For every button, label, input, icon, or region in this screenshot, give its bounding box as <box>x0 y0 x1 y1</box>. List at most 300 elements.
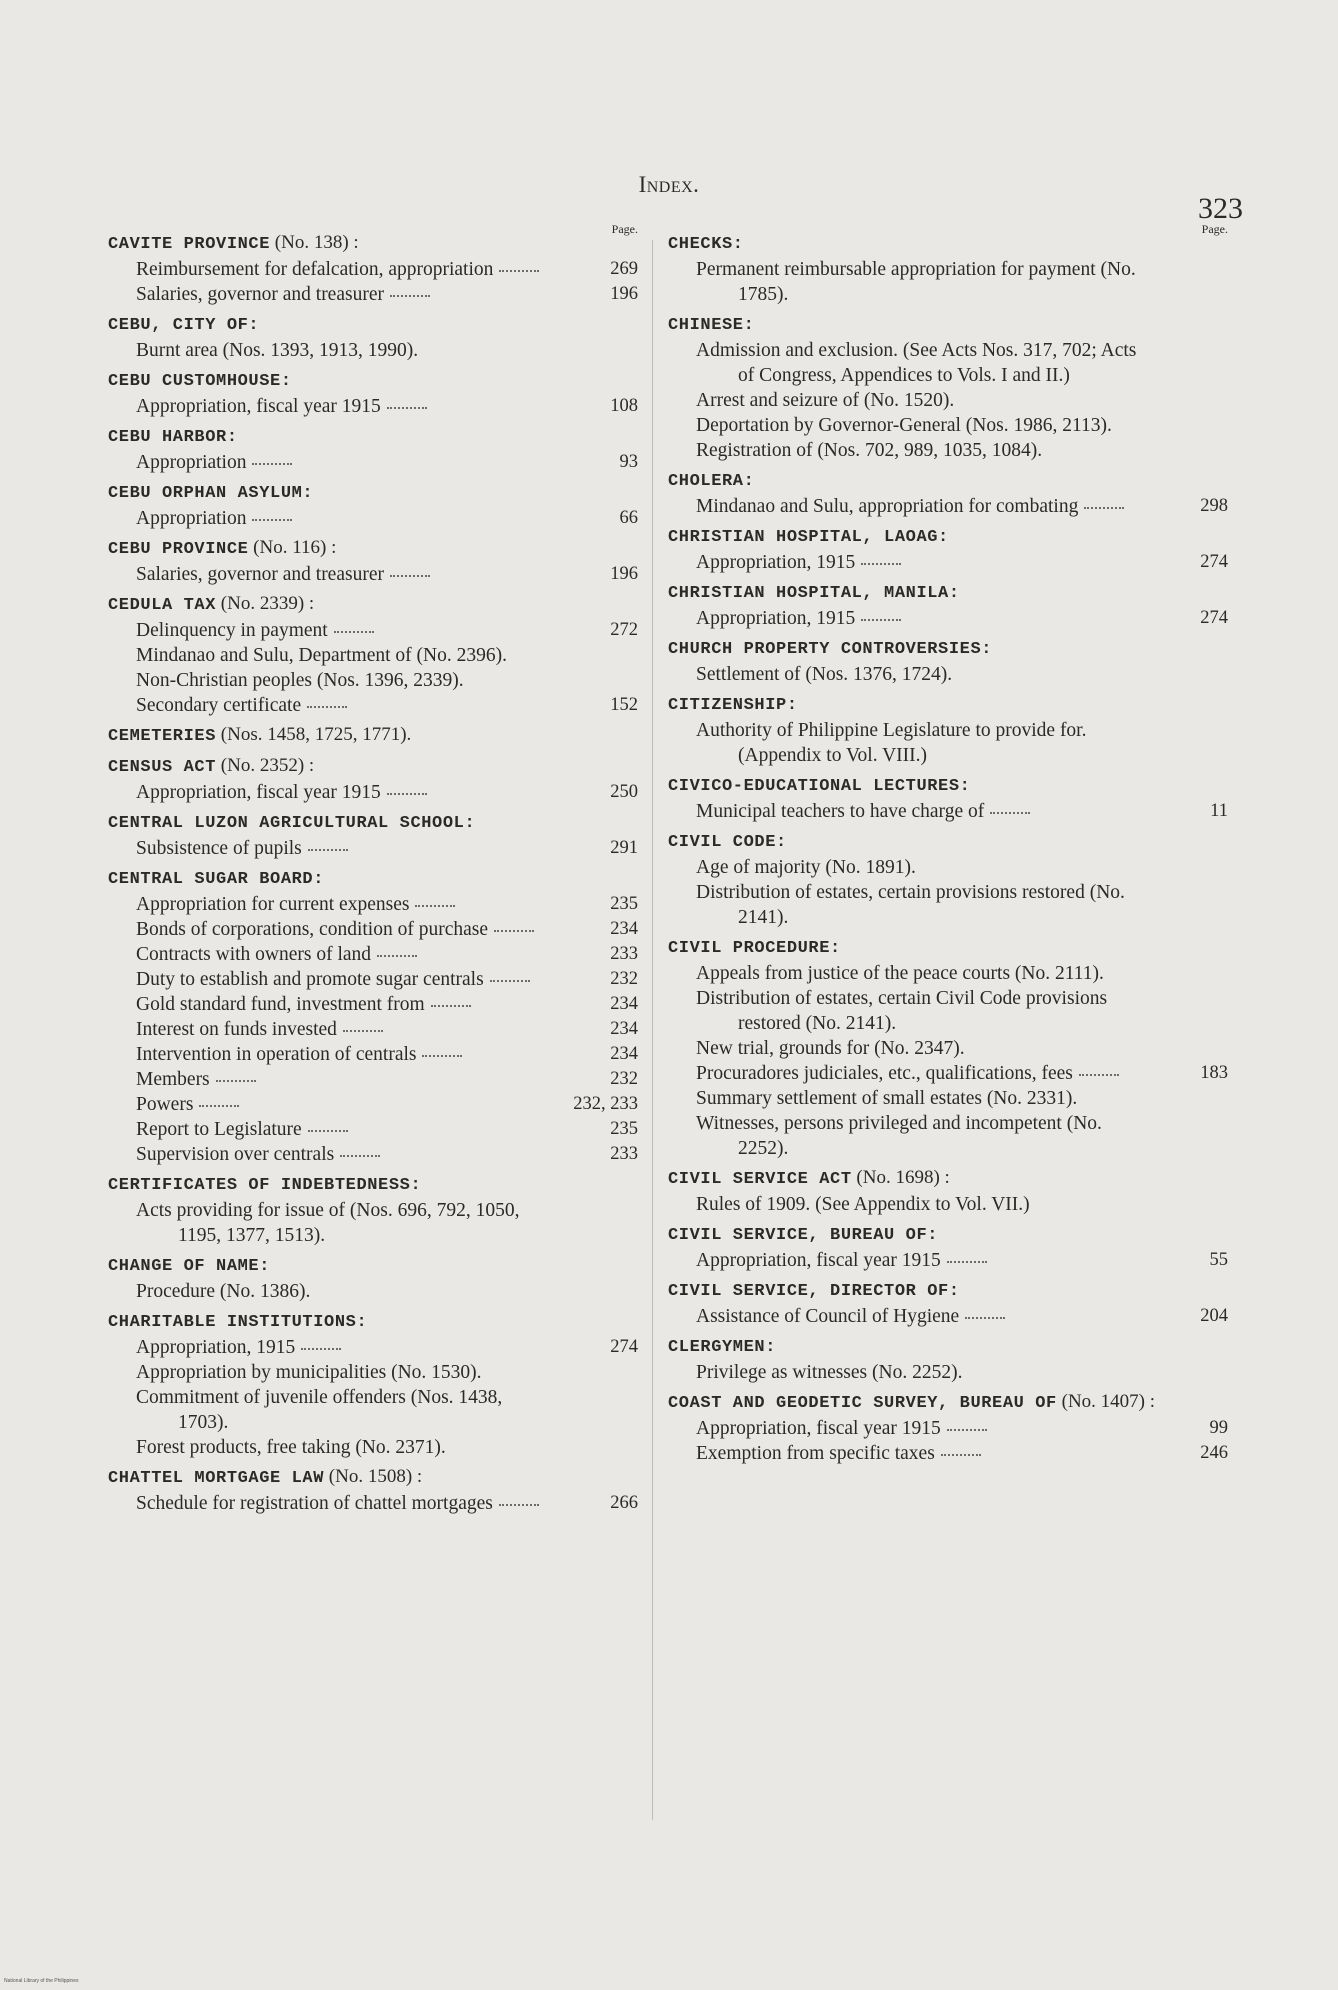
index-heading <box>668 311 1228 338</box>
entry-label: Non-Christian peoples (Nos. 1396, 2339). <box>136 670 464 691</box>
dot-leader <box>490 980 530 982</box>
entry-text <box>136 917 556 942</box>
index-heading <box>668 579 1228 606</box>
page-ref: 298 <box>1200 496 1228 516</box>
entry-text <box>696 413 1146 438</box>
index-entry <box>108 1017 638 1042</box>
entry-text <box>696 550 1146 575</box>
entry-label: Bonds of corporations, condition of purchase <box>136 919 489 940</box>
entry-label: Powers <box>136 1094 194 1115</box>
page-ref: 232 <box>610 969 638 989</box>
dot-leader <box>947 1429 987 1431</box>
index-heading <box>668 1165 1228 1192</box>
entry-text <box>696 1061 1146 1086</box>
entry-text <box>136 780 556 805</box>
entry-text <box>136 282 556 307</box>
index-entry <box>108 1491 638 1516</box>
entry-label: Appropriation, fiscal year 1915 <box>696 1250 941 1271</box>
dot-leader <box>252 463 292 465</box>
heading-text: CERTIFICATES OF INDEBTEDNESS: <box>108 1176 422 1195</box>
index-heading <box>108 1308 638 1335</box>
heading-text: CEBU PROVINCE <box>108 540 249 559</box>
entry-label: Witnesses, persons privileged and incompetent (No. 2252). <box>696 1113 1102 1159</box>
index-entry <box>668 338 1228 388</box>
index-heading <box>668 467 1228 494</box>
entry-label: Appeals from justice of the peace courts (No. 2111). <box>696 963 1104 984</box>
page-ref: 235 <box>610 894 638 914</box>
entry-label: Commitment of juvenile offenders (Nos. 1438, 1703). <box>136 1387 503 1433</box>
index-entry <box>108 780 638 805</box>
page-ref: 266 <box>610 1493 638 1513</box>
page-ref: 99 <box>1209 1418 1228 1438</box>
index-entry <box>668 718 1228 768</box>
entry-label: Settlement of (Nos. 1376, 1724). <box>696 664 953 685</box>
index-entry <box>108 668 638 693</box>
entry-text <box>696 1360 1146 1385</box>
entry-label: Assistance of Council of Hygiene <box>696 1306 960 1327</box>
entry-label: Authority of Philippine Legislature to provide for. (Appendix to Vol. VIII.) <box>696 720 1087 766</box>
entry-text <box>696 1441 1146 1466</box>
heading-text: CHANGE OF NAME: <box>108 1257 271 1276</box>
dot-leader <box>1084 507 1124 509</box>
heading-text: CHARITABLE INSTITUTIONS: <box>108 1313 368 1332</box>
dot-leader <box>1079 1074 1119 1076</box>
entry-text <box>696 662 1146 687</box>
index-entry <box>108 257 638 282</box>
index-heading <box>108 230 638 257</box>
page-ref: 233 <box>610 1144 638 1164</box>
index-entry <box>108 693 638 718</box>
entry-text <box>696 606 1146 631</box>
index-heading <box>668 230 1228 257</box>
entry-text <box>136 562 556 587</box>
index-heading <box>668 934 1228 961</box>
heading-text: CAVITE PROVINCE <box>108 235 271 254</box>
index-entry <box>668 1360 1228 1385</box>
page-ref: 93 <box>619 452 638 472</box>
dot-leader <box>494 930 534 932</box>
index-entry <box>108 1360 638 1385</box>
heading-suffix: (No. 2339) : <box>216 593 315 614</box>
heading-text: CENSUS ACT <box>108 758 217 777</box>
index-heading <box>108 1252 638 1279</box>
page-ref: 233 <box>610 944 638 964</box>
dot-leader <box>308 849 348 851</box>
entry-text <box>136 618 556 643</box>
index-entry <box>108 967 638 992</box>
entry-text <box>136 450 556 475</box>
dot-leader <box>499 270 539 272</box>
index-entry <box>668 1086 1228 1111</box>
index-entry <box>108 506 638 531</box>
entry-text <box>136 942 556 967</box>
index-entry <box>108 618 638 643</box>
index-heading <box>108 865 638 892</box>
entry-text <box>136 1092 556 1117</box>
heading-text: CENTRAL LUZON AGRICULTURAL SCHOOL: <box>108 814 476 833</box>
index-entry <box>108 1142 638 1167</box>
index-entry <box>668 1416 1228 1441</box>
index-entry <box>108 917 638 942</box>
entry-text <box>696 855 1146 880</box>
entry-text <box>136 668 556 693</box>
index-heading <box>108 535 638 562</box>
heading-text: CEDULA TAX <box>108 596 217 615</box>
entry-label: Age of majority (No. 1891). <box>696 857 916 878</box>
entry-label: Appropriation <box>136 508 247 529</box>
heading-text: CHRISTIAN HOSPITAL, LAOAG: <box>668 528 949 547</box>
dot-leader <box>387 407 427 409</box>
heading-text: CITIZENSHIP: <box>668 696 798 715</box>
heading-text: CLERGYMEN: <box>668 1338 777 1357</box>
entry-label: Appropriation, fiscal year 1915 <box>136 396 381 417</box>
heading-text: CEBU HARBOR: <box>108 428 238 447</box>
index-heading <box>668 1389 1228 1416</box>
heading-text: CIVICO-EDUCATIONAL LECTURES: <box>668 777 971 796</box>
page-ref: 234 <box>610 1044 638 1064</box>
page-ref: 152 <box>610 695 638 715</box>
heading-suffix: (No. 2352) : <box>216 755 315 776</box>
entry-text <box>136 1491 556 1516</box>
entry-text <box>136 1385 556 1435</box>
entry-text <box>696 880 1146 930</box>
entry-text <box>696 438 1146 463</box>
entry-label: Interest on funds invested <box>136 1019 337 1040</box>
entry-text <box>136 892 556 917</box>
entry-label: Delinquency in payment <box>136 620 328 641</box>
entry-label: Permanent reimbursable appropriation for payment (No. 1785). <box>696 259 1136 305</box>
entry-text <box>696 1111 1146 1161</box>
entry-label: Reimbursement for defalcation, appropriation <box>136 259 494 280</box>
entry-label: Report to Legislature <box>136 1119 302 1140</box>
index-entry <box>668 1061 1228 1086</box>
entry-text <box>696 1248 1146 1273</box>
page-ref: 235 <box>610 1119 638 1139</box>
entry-text <box>696 799 1146 824</box>
index-entry <box>668 413 1228 438</box>
entry-label: Distribution of estates, certain Civil Code provisions restored (No. 2141). <box>696 988 1108 1034</box>
page-ref: 274 <box>610 1337 638 1357</box>
heading-text: CIVIL SERVICE ACT <box>668 1170 852 1189</box>
entry-text <box>136 967 556 992</box>
entry-text <box>696 494 1146 519</box>
index-entry <box>668 1192 1228 1217</box>
dot-leader <box>499 1504 539 1506</box>
entry-text <box>136 1142 556 1167</box>
entry-text <box>136 1017 556 1042</box>
entry-label: Appropriation by municipalities (No. 1530). <box>136 1362 482 1383</box>
index-entry <box>668 855 1228 880</box>
heading-text: CHECKS: <box>668 235 744 254</box>
index-heading <box>108 1171 638 1198</box>
dot-leader <box>334 631 374 633</box>
index-entry <box>108 942 638 967</box>
index-entry <box>108 394 638 419</box>
index-entry <box>668 257 1228 307</box>
index-entry <box>108 1385 638 1435</box>
dot-leader <box>861 563 901 565</box>
page-ref: 232 <box>610 1069 638 1089</box>
index-entry <box>108 1435 638 1460</box>
entry-label: Gold standard fund, investment from <box>136 994 425 1015</box>
page-ref: 291 <box>610 838 638 858</box>
entry-text <box>696 1192 1146 1217</box>
index-entry <box>108 1117 638 1142</box>
entry-text <box>136 1117 556 1142</box>
page-ref: 11 <box>1210 801 1228 821</box>
entry-label: Appropriation for current expenses <box>136 894 410 915</box>
entry-text <box>136 836 556 861</box>
dot-leader <box>199 1105 239 1107</box>
entry-label: Burnt area (Nos. 1393, 1913, 1990). <box>136 340 419 361</box>
dot-leader <box>390 575 430 577</box>
index-entry <box>108 643 638 668</box>
index-entry <box>108 450 638 475</box>
page-ref: 232, 233 <box>573 1094 638 1114</box>
heading-text: CHOLERA: <box>668 472 755 491</box>
dot-leader <box>377 955 417 957</box>
dot-leader <box>216 1080 256 1082</box>
heading-text: CIVIL SERVICE, BUREAU OF: <box>668 1226 939 1245</box>
entry-label: Municipal teachers to have charge of <box>696 801 985 822</box>
dot-leader <box>990 812 1030 814</box>
entry-text <box>136 643 556 668</box>
heading-text: CENTRAL SUGAR BOARD: <box>108 870 325 889</box>
page-ref: 204 <box>1200 1306 1228 1326</box>
heading-text: CEBU CUSTOMHOUSE: <box>108 372 292 391</box>
index-entry <box>108 338 638 363</box>
entry-text <box>696 961 1146 986</box>
index-heading <box>668 523 1228 550</box>
page-ref: 55 <box>1209 1250 1228 1270</box>
dot-leader <box>307 706 347 708</box>
index-heading <box>668 1221 1228 1248</box>
page-title: Index. <box>638 172 700 197</box>
dot-leader <box>340 1155 380 1157</box>
dot-leader <box>343 1030 383 1032</box>
dot-leader <box>415 905 455 907</box>
entry-text <box>136 1360 556 1385</box>
index-entry <box>108 836 638 861</box>
entry-label: Salaries, governor and treasurer <box>136 284 384 305</box>
column-divider <box>652 240 653 1820</box>
entry-label: Appropriation, fiscal year 1915 <box>696 1418 941 1439</box>
dot-leader <box>390 295 430 297</box>
index-heading <box>108 1464 638 1491</box>
entry-text <box>136 1435 556 1460</box>
page-ref: 250 <box>610 782 638 802</box>
entry-label: Admission and exclusion. (See Acts Nos. 317, 702; Acts of Congress, Appendices to Vols. I and II.) <box>696 340 1137 386</box>
index-heading <box>668 1333 1228 1360</box>
index-heading <box>108 809 638 836</box>
page-ref: 234 <box>610 919 638 939</box>
entry-label: Appropriation, 1915 <box>136 1337 296 1358</box>
dot-leader <box>387 793 427 795</box>
index-entry <box>108 282 638 307</box>
heading-suffix: (No. 1508) : <box>324 1466 423 1487</box>
page-ref: 196 <box>610 284 638 304</box>
entry-label: Procuradores judiciales, etc., qualifications, fees <box>696 1063 1073 1084</box>
page-ref: 66 <box>619 508 638 528</box>
heading-text: CEBU, CITY OF: <box>108 316 260 335</box>
entry-text <box>696 986 1146 1036</box>
index-entry <box>668 438 1228 463</box>
index-entry <box>108 562 638 587</box>
entry-label: Arrest and seizure of (No. 1520). <box>696 390 955 411</box>
index-entry <box>668 550 1228 575</box>
index-heading <box>668 635 1228 662</box>
dot-leader <box>308 1130 348 1132</box>
heading-text: CHRISTIAN HOSPITAL, MANILA: <box>668 584 960 603</box>
index-entry <box>108 1042 638 1067</box>
dot-leader <box>252 519 292 521</box>
index-entry <box>668 494 1228 519</box>
dot-leader <box>861 619 901 621</box>
heading-text: CIVIL PROCEDURE: <box>668 939 841 958</box>
entry-label: Secondary certificate <box>136 695 302 716</box>
heading-text: CHATTEL MORTGAGE LAW <box>108 1469 325 1488</box>
index-heading <box>108 591 638 618</box>
heading-text: CIVIL SERVICE, DIRECTOR OF: <box>668 1282 960 1301</box>
index-heading <box>668 828 1228 855</box>
entry-label: Salaries, governor and treasurer <box>136 564 384 585</box>
entry-label: Exemption from specific taxes <box>696 1443 935 1464</box>
heading-text: CHINESE: <box>668 316 755 335</box>
entry-label: Members <box>136 1069 210 1090</box>
page-ref: 274 <box>1200 552 1228 572</box>
left-column <box>108 222 638 1516</box>
index-entry <box>108 992 638 1017</box>
index-heading <box>668 691 1228 718</box>
index-entry <box>668 1248 1228 1273</box>
index-heading <box>108 722 638 749</box>
entry-label: New trial, grounds for (No. 2347). <box>696 1038 965 1059</box>
heading-text: CHURCH PROPERTY CONTROVERSIES: <box>668 640 993 659</box>
entry-text <box>136 338 556 363</box>
index-entry <box>108 1198 638 1248</box>
entry-text <box>136 1279 556 1304</box>
entry-label: Appropriation, 1915 <box>696 552 856 573</box>
entry-text <box>136 1067 556 1092</box>
entry-label: Procedure (No. 1386). <box>136 1281 311 1302</box>
index-entry <box>668 986 1228 1036</box>
entry-label: Mindanao and Sulu, appropriation for combating <box>696 496 1079 517</box>
entry-label: Intervention in operation of centrals <box>136 1044 417 1065</box>
entry-label: Supervision over centrals <box>136 1144 335 1165</box>
entry-text <box>696 338 1146 388</box>
index-heading <box>108 311 638 338</box>
entry-text <box>136 693 556 718</box>
entry-text <box>136 1042 556 1067</box>
heading-text: CEBU ORPHAN ASYLUM: <box>108 484 314 503</box>
entry-text <box>136 992 556 1017</box>
index-entry <box>668 799 1228 824</box>
page-ref: 274 <box>1200 608 1228 628</box>
entry-text <box>136 1335 556 1360</box>
dot-leader <box>947 1261 987 1263</box>
page-column-label: Page. <box>1201 222 1228 236</box>
entry-text <box>696 718 1146 768</box>
page-column-label: Page. <box>611 222 638 236</box>
entry-label: Acts providing for issue of (Nos. 696, 792, 1050, 1195, 1377, 1513). <box>136 1200 520 1246</box>
entry-label: Duty to establish and promote sugar centrals <box>136 969 484 990</box>
entry-label: Registration of (Nos. 702, 989, 1035, 1084). <box>696 440 1043 461</box>
entry-text <box>696 1086 1146 1111</box>
dot-leader <box>941 1454 981 1456</box>
index-entry <box>668 961 1228 986</box>
entry-label: Appropriation, fiscal year 1915 <box>136 782 381 803</box>
index-entry <box>668 880 1228 930</box>
entry-label: Summary settlement of small estates (No. 2331). <box>696 1088 1078 1109</box>
index-heading <box>108 479 638 506</box>
entry-text <box>696 257 1146 307</box>
index-entry <box>668 1111 1228 1161</box>
heading-suffix: (Nos. 1458, 1725, 1771). <box>216 724 412 745</box>
index-entry <box>668 1441 1228 1466</box>
right-column <box>668 222 1228 1466</box>
entry-label: Forest products, free taking (No. 2371). <box>136 1437 446 1458</box>
entry-label: Privilege as witnesses (No. 2252). <box>696 1362 963 1383</box>
entry-text <box>696 1036 1146 1061</box>
dot-leader <box>431 1005 471 1007</box>
dot-leader <box>965 1317 1005 1319</box>
index-entry <box>668 662 1228 687</box>
page-ref: 246 <box>1200 1443 1228 1463</box>
entry-text <box>696 388 1146 413</box>
index-entry <box>668 1304 1228 1329</box>
heading-suffix: (No. 116) : <box>248 537 337 558</box>
index-entry <box>108 1335 638 1360</box>
page-ref: 108 <box>610 396 638 416</box>
entry-text <box>136 394 556 419</box>
dot-leader <box>422 1055 462 1057</box>
index-heading <box>108 367 638 394</box>
index-heading <box>668 1277 1228 1304</box>
entry-text <box>696 1416 1146 1441</box>
page-ref: 196 <box>610 564 638 584</box>
entry-label: Distribution of estates, certain provisions restored (No. 2141). <box>696 882 1125 928</box>
heading-text: CEMETERIES <box>108 727 217 746</box>
entry-label: Deportation by Governor-General (Nos. 1986, 2113). <box>696 415 1112 436</box>
index-heading <box>108 423 638 450</box>
index-entry <box>108 1067 638 1092</box>
heading-text: COAST AND GEODETIC SURVEY, BUREAU OF <box>668 1394 1057 1413</box>
page-ref: 234 <box>610 994 638 1014</box>
entry-text <box>696 1304 1146 1329</box>
entry-label: Contracts with owners of land <box>136 944 372 965</box>
page-ref: 234 <box>610 1019 638 1039</box>
index-entry <box>108 892 638 917</box>
index-entry <box>668 606 1228 631</box>
page-ref: 183 <box>1200 1063 1228 1083</box>
heading-suffix: (No. 138) : <box>270 232 359 253</box>
entry-label: Appropriation <box>136 452 247 473</box>
index-entry <box>108 1092 638 1117</box>
index-heading <box>668 772 1228 799</box>
entry-label: Mindanao and Sulu, Department of (No. 2396). <box>136 645 507 666</box>
page-number: 323 <box>1198 192 1243 225</box>
entry-text <box>136 1198 556 1248</box>
index-entry <box>108 1279 638 1304</box>
entry-label: Rules of 1909. (See Appendix to Vol. VII.) <box>696 1194 1030 1215</box>
heading-text: CIVIL CODE: <box>668 833 787 852</box>
page-ref: 269 <box>610 259 638 279</box>
footer-note: National Library of the Philippines <box>4 1978 79 1984</box>
index-entry <box>668 388 1228 413</box>
entry-label: Subsistence of pupils <box>136 838 302 859</box>
heading-suffix: (No. 1407) : <box>1056 1391 1156 1412</box>
index-entry <box>668 1036 1228 1061</box>
